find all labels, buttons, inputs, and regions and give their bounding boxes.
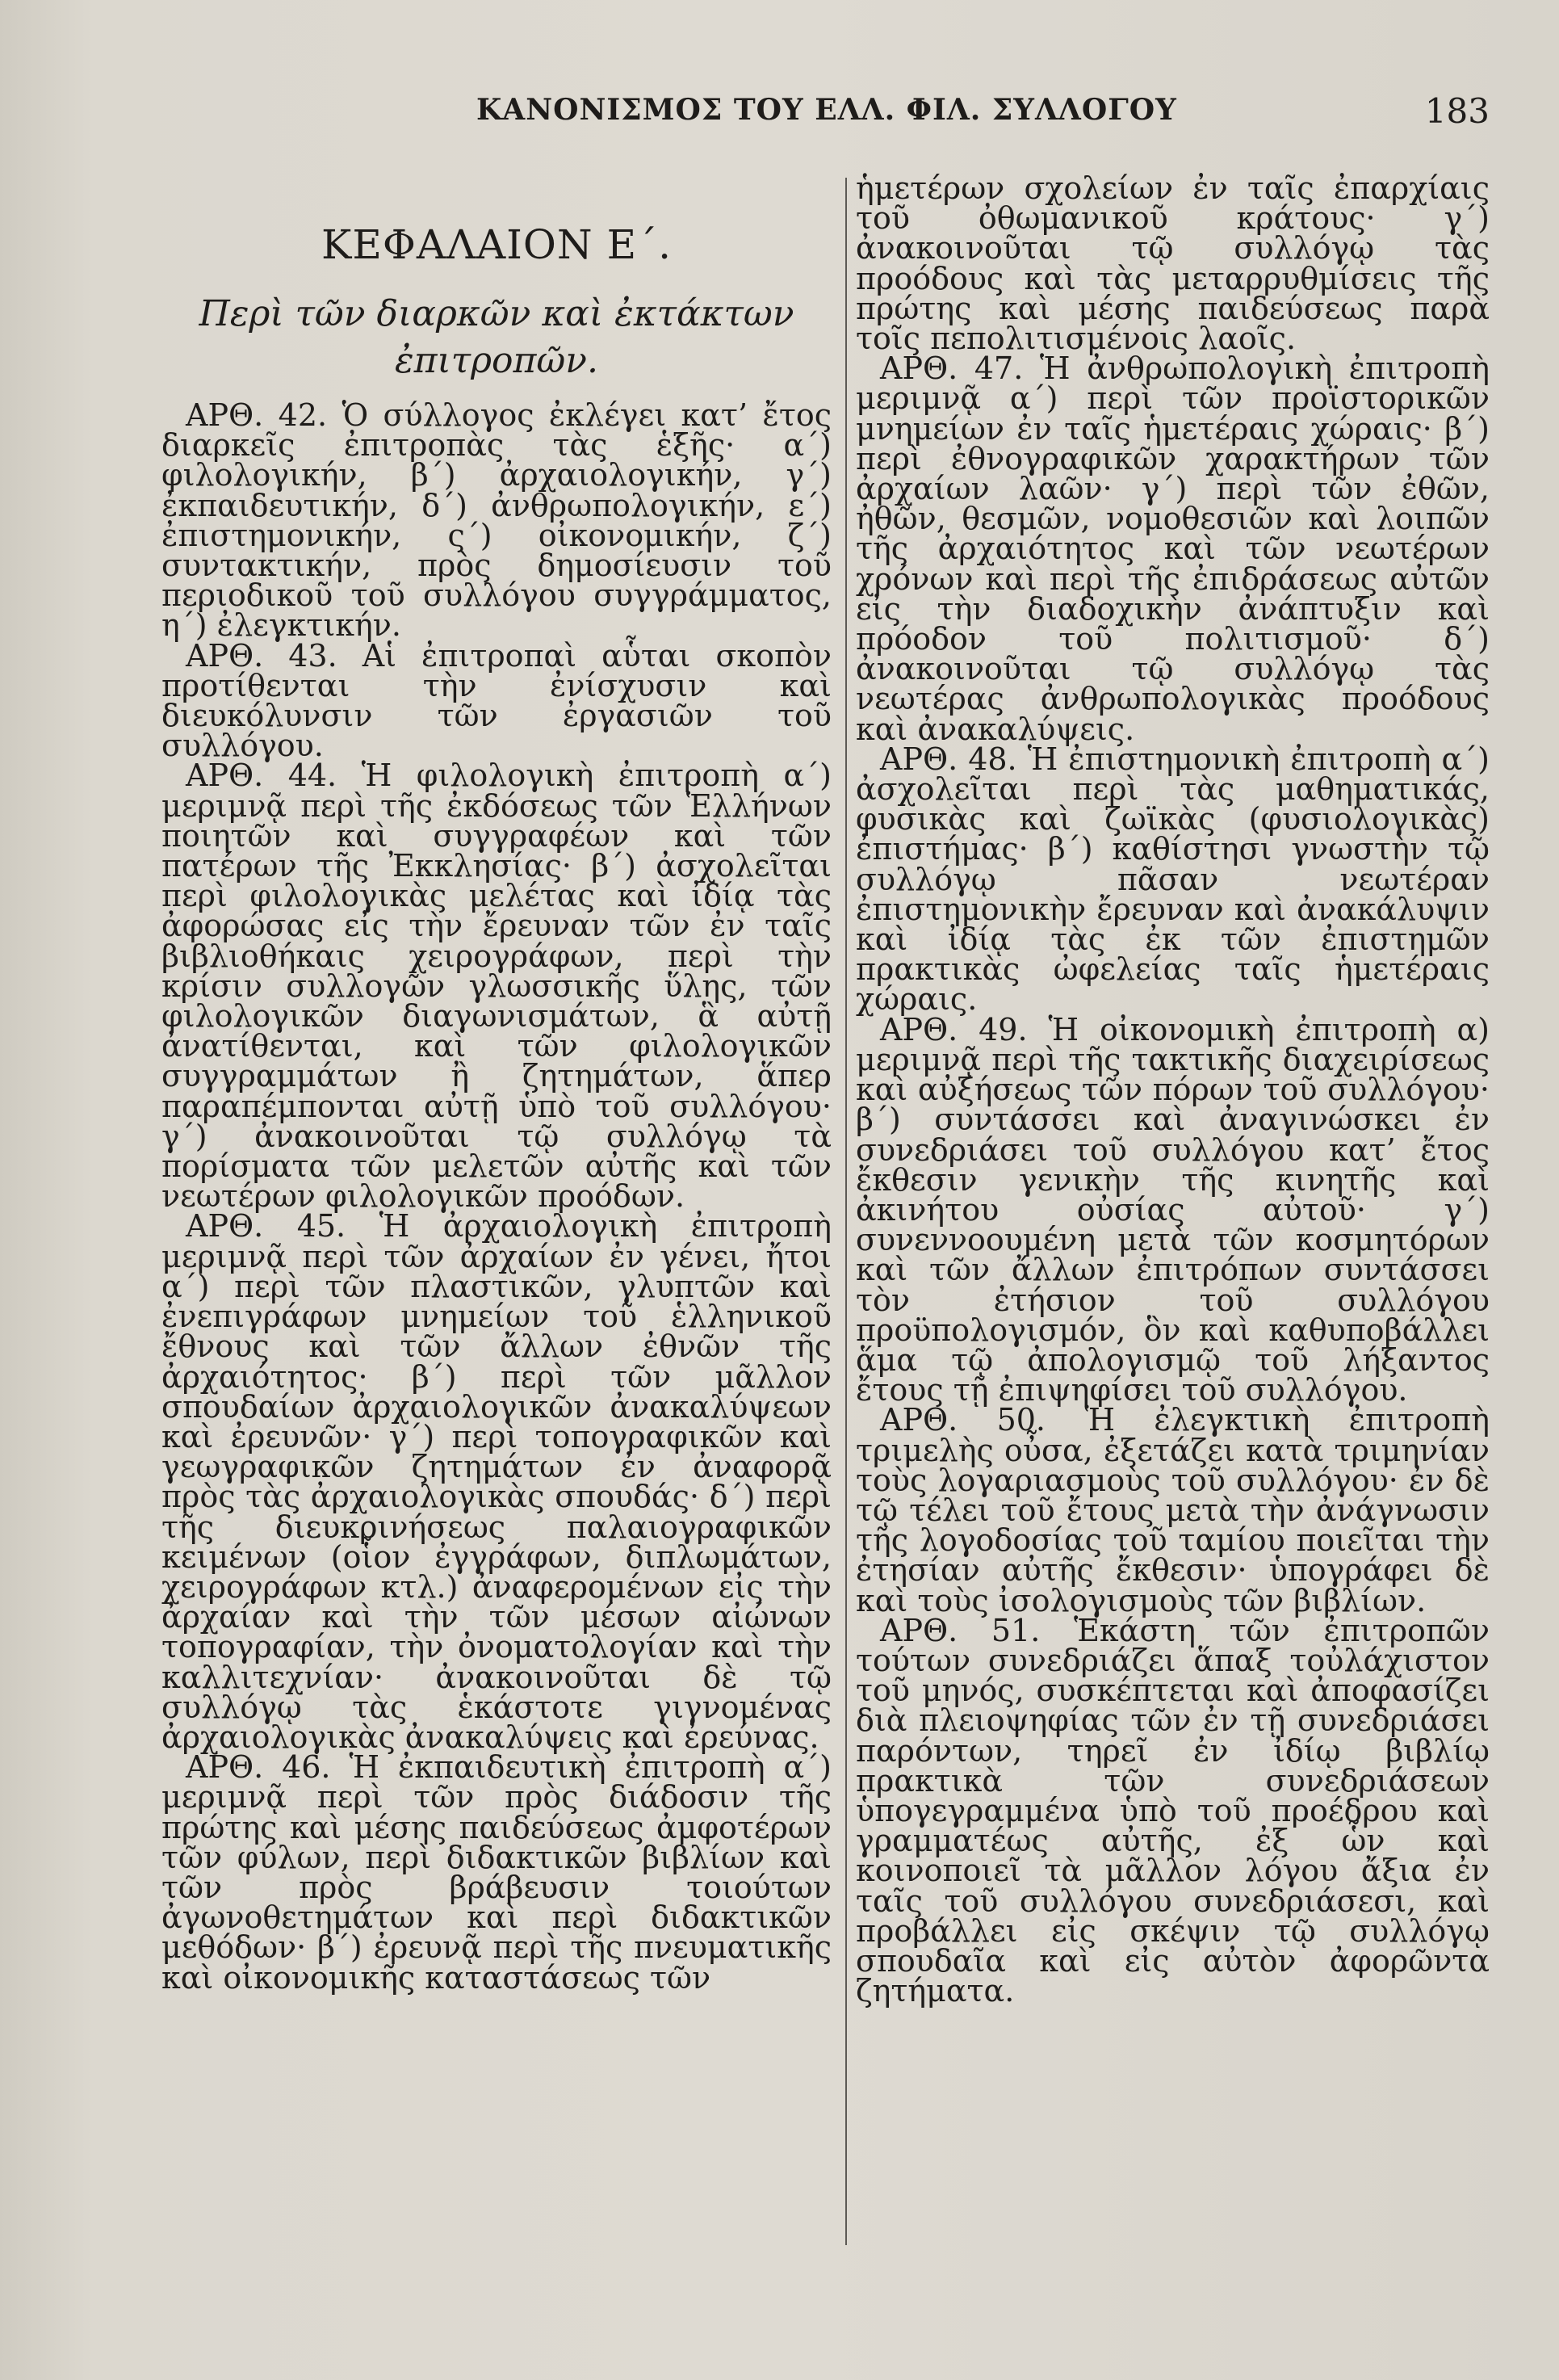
article-46: ΑΡΘ. 46. Ἡ ἐκπαιδευτικὴ ἐπιτροπὴ α΄) μεριμνᾷ περὶ τῶν πρὸς διάδοσιν τῆς πρώτης καὶ μέσης παιδεύσεως ἀμφοτέρων τῶν φύλων, περὶ διδακτικῶν βιβλίων καὶ τῶν πρὸς βράβευσιν τοιούτων ἀγωνοθετημάτων καὶ περὶ διδακτικῶν μεθόδων· β΄) ἐρευνᾷ περὶ τῆς πνευματικῆς καὶ οἰκονομικῆς καταστάσεως τῶν xyxy=(161,1749,832,1996)
page-number: 183 xyxy=(1424,91,1490,131)
right-column xyxy=(856,170,1490,2009)
page-header xyxy=(468,85,1490,141)
chapter-subtitle: Περὶ τῶν διαρκῶν καὶ ἐκτάκτων ἐπιτροπῶν. xyxy=(199,293,794,381)
article-46-continued: ἡμετέρων σχολείων ἐν ταῖς ἐπαρχίαις τοῦ ὀθωμανικοῦ κράτους· γ΄) ἀνακοινοῦται τῷ συλλόγῳ τὰς προόδους καὶ τὰς μεταρρυθμίσεις τῆς πρώτης καὶ μέσης παιδεύσεως παρὰ τοῖς πεπολιτισμένοις λαοῖς. xyxy=(856,170,1490,357)
article-43: ΑΡΘ. 43. Αἱ ἐπιτροπαὶ αὗται σκοπὸν προτίθενται τὴν ἐνίσχυσιν καὶ διευκόλυνσιν τῶν ἐργασιῶν τοῦ συλλόγου. xyxy=(161,637,832,764)
left-column xyxy=(161,174,832,1996)
article-45: ΑΡΘ. 45. Ἡ ἀρχαιολογικὴ ἐπιτροπὴ μεριμνᾷ περὶ τῶν ἀρχαίων ἐν γένει, ἤτοι α΄) περὶ τῶν πλαστικῶν, γλυπτῶν καὶ ἐνεπιγράφων μνημείων τοῦ ἑλληνικοῦ ἔθνους καὶ τῶν ἄλλων ἐθνῶν τῆς ἀρχαιότητος· β΄) περὶ τῶν μᾶλλον σπουδαίων ἀρχαιολογικῶν ἀνακαλύψεων καὶ ἐρευνῶν· γ΄) περὶ τοπογραφικῶν καὶ γεωγραφικῶν ζητημάτων ἐν ἀναφορᾷ πρὸς τὰς ἀρχαιολογικὰς σπουδάς· δ΄) περὶ τῆς διευκρινήσεως παλαιογραφικῶν κειμένων (οἷον ἐγγράφων, διπλωμάτων, χειρογράφων κτλ.) ἀναφερομένων εἰς τὴν ἀρχαίαν καὶ τὴν τῶν μέσων αἰώνων τοπογραφίαν, τὴν ὀνοματολογίαν καὶ τὴν καλλιτεχνίαν· ἀνακοινοῦται δὲ τῷ συλλόγῳ τὰς ἑκάστοτε γιγνομένας ἀρχαιολογικὰς ἀνακαλύψεις καὶ ἐρεύνας. xyxy=(161,1208,832,1755)
article-47: ΑΡΘ. 47. Ἡ ἀνθρωπολογικὴ ἐπιτροπὴ μεριμνᾷ α΄) περὶ τῶν προϊστορικῶν μνημείων ἐν ταῖς ἡμετέραις χώραις· β΄) περὶ ἐθνογραφικῶν χαρακτήρων τῶν ἀρχαίων λαῶν· γ΄) περὶ τῶν ἐθῶν, ἠθῶν, θεσμῶν, νομοθεσιῶν καὶ λοιπῶν τῆς ἀρχαιότητος καὶ τῶν νεωτέρων χρόνων καὶ περὶ τῆς ἐπιδράσεως αὐτῶν εἰς τὴν διαδοχικὴν ἀνάπτυξιν καὶ πρόοδον τοῦ πολιτισμοῦ· δ΄) ἀνακοινοῦται τῷ συλλόγῳ τὰς νεωτέρας ἀνθρωπολογικὰς προόδους καὶ ἀνακαλύψεις. xyxy=(856,350,1490,747)
article-48: ΑΡΘ. 48. Ἡ ἐπιστημονικὴ ἐπιτροπὴ α΄) ἀσχολεῖται περὶ τὰς μαθηματικάς, φυσικὰς καὶ ζωϊκὰς (φυσιολογικὰς) ἐπιστήμας· β΄) καθίστησι γνωστὴν τῷ συλλόγῳ πᾶσαν νεωτέραν ἐπιστημονικὴν ἔρευναν καὶ ἀνακάλυψιν καὶ ἰδίᾳ τὰς ἐκ τῶν ἐπιστημῶν πρακτικὰς ὠφελείας ταῖς ἡμετέραις χώραις. xyxy=(856,741,1490,1018)
chapter-heading: ΚΕΦΑΛΑΙΟΝ Ε΄. xyxy=(321,221,672,268)
column-divider xyxy=(845,178,847,2245)
article-51: ΑΡΘ. 51. Ἑκάστη τῶν ἐπιτροπῶν τούτων συνεδριάζει ἅπαξ τοὐλάχιστον τοῦ μηνός, συσκέπτεται καὶ ἀποφασίζει διὰ πλειοψηφίας τῶν ἐν τῇ συνεδριάσει παρόντων, τηρεῖ ἐν ἰδίῳ βιβλίῳ πρακτικὰ τῶν συνεδριάσεων ὑπογεγραμμένα ὑπὸ τοῦ προέδρου καὶ γραμματέως αὐτῆς, ἐξ ὧν καὶ κοινοποιεῖ τὰ μᾶλλον λόγου ἄξια ἐν ταῖς τοῦ συλλόγου συνεδριάσεσι, καὶ προβάλλει εἰς σκέψιν τῷ συλλόγῳ σπουδαῖα καὶ εἰς αὐτὸν ἀφορῶντα ζητήματα. xyxy=(856,1612,1490,2009)
article-42: ΑΡΘ. 42. Ὁ σύλλογος ἐκλέγει κατ’ ἔτος διαρκεῖς ἐπιτροπὰς τὰς ἑξῆς· α΄) φιλολογικήν, β΄) ἀρχαιολογικήν, γ΄) ἐκπαιδευτικήν, δ΄) ἀνθρωπολογικήν, ε΄) ἐπιστημονικήν, ς΄) οἰκονομικήν, ζ΄) συντακτικήν, πρὸς δημοσίευσιν τοῦ περιοδικοῦ τοῦ συλλόγου συγγράμματος, η΄) ἐλεγκτικήν. xyxy=(161,397,832,644)
article-49: ΑΡΘ. 49. Ἡ οἰκονομικὴ ἐπιτροπὴ α) μεριμνᾷ περὶ τῆς τακτικῆς διαχειρίσεως καὶ αὐξήσεως τῶν πόρων τοῦ συλλόγου· β΄) συντάσσει καὶ ἀναγινώσκει ἐν συνεδριάσει τοῦ συλλόγου κατ’ ἔτος ἔκθεσιν γενικὴν τῆς κινητῆς καὶ ἀκινήτου οὐσίας αὐτοῦ· γ΄) συνεννοουμένη μετὰ τῶν κοσμητόρων καὶ τῶν ἄλλων ἐπιτρόπων συντάσσει τὸν ἐτήσιον τοῦ συλλόγου προϋπολογισμόν, ὃν καὶ καθυποβάλλει ἅμα τῷ ἀπολογισμῷ τοῦ λήξαντος ἔτους τῇ ἐπιψηφίσει τοῦ συλλόγου. xyxy=(856,1011,1490,1408)
article-44: ΑΡΘ. 44. Ἡ φιλολογικὴ ἐπιτροπὴ α΄) μεριμνᾷ περὶ τῆς ἐκδόσεως τῶν Ἑλλήνων ποιητῶν καὶ συγγραφέων καὶ τῶν πατέρων τῆς Ἐκκλησίας· β΄) ἀσχολεῖται περὶ φιλολογικὰς μελέτας καὶ ἰδίᾳ τὰς ἀφορώσας εἰς τὴν ἔρευναν τῶν ἐν ταῖς βιβλιοθήκαις χειρογράφων, περὶ τὴν κρίσιν συλλογῶν γλωσσικῆς ὕλης, τῶν φιλολογικῶν διαγωνισμάτων, ἃ αὐτῇ ἀνατίθενται, καὶ τῶν φιλολογικῶν συγγραμμάτων ἢ ζητημάτων, ἅπερ παραπέμπονται αὐτῇ ὑπὸ τοῦ συλλόγου· γ΄) ἀνακοινοῦται τῷ συλλόγῳ τὰ πορίσματα τῶν μελετῶν αὐτῆς καὶ τῶν νεωτέρων φιλολογικῶν προόδων. xyxy=(161,758,832,1215)
running-head: ΚΑΝΟΝΙΣΜΟΣ ΤΟΥ ΕΛΛ. ΦΙΛ. ΣΥΛΛΟΓΟΥ xyxy=(476,93,1177,127)
article-50: ΑΡΘ. 50. Ἡ ἐλεγκτικὴ ἐπιτροπὴ τριμελὴς οὖσα, ἐξετάζει κατὰ τριμηνίαν τοὺς λογαριασμοὺς τοῦ συλλόγου· ἐν δὲ τῷ τέλει τοῦ ἔτους μετὰ τὴν ἀνάγνωσιν τῆς λογοδοσίας τοῦ ταμίου ποιεῖται τὴν ἐτησίαν αὐτῆς ἔκθεσιν· ὑπογράφει δὲ καὶ τοὺς ἰσολογισμοὺς τῶν βιβλίων. xyxy=(856,1402,1490,1618)
